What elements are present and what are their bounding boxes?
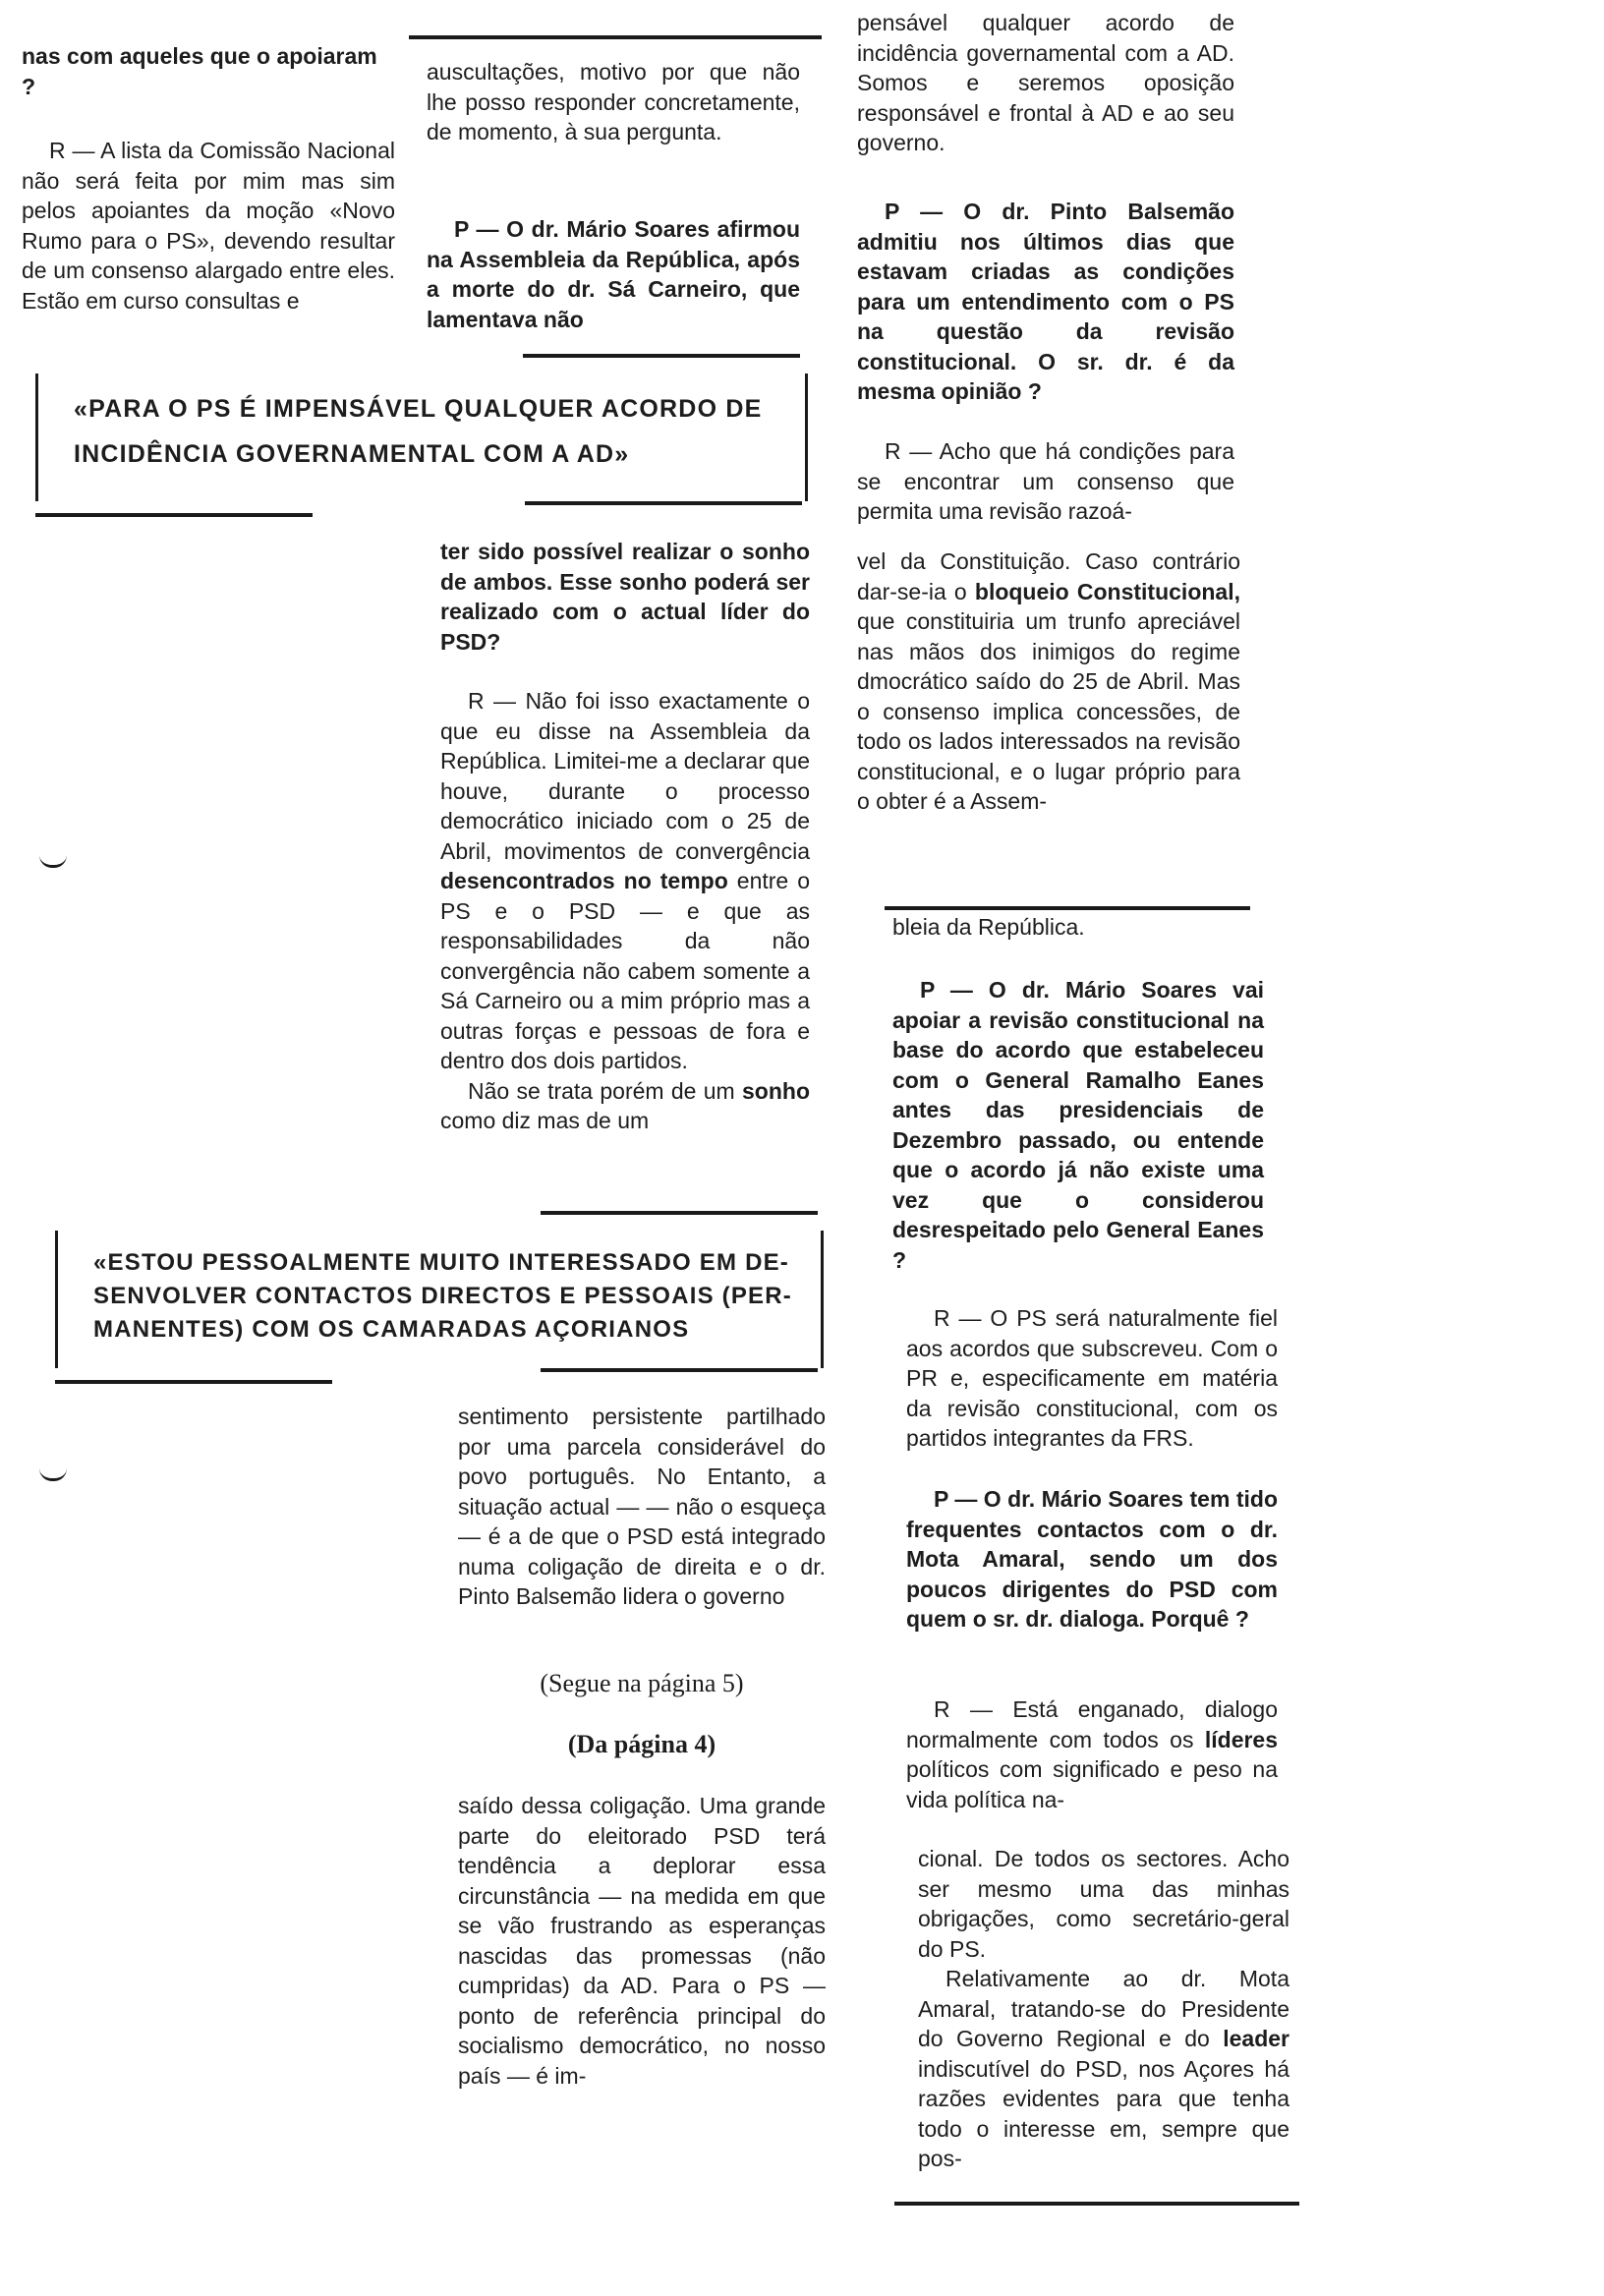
question-text: P — O dr. Mário Soares vai apoiar a revisão constitucional na base do acordo que estabeleceu com o General Ramalho Eanes antes das presidenciais de Dezembro passado, ou entende que o acordo já não existe uma vez que o considerou desrespeitado pelo General Eanes ? xyxy=(892,977,1264,1273)
answer-text: vel da Constituição. Caso contrário dar-se-ia o xyxy=(857,548,1240,604)
pull-quote-line: «PARA O PS É IMPENSÁVEL QUALQUER ACORDO DE xyxy=(74,395,763,423)
col3-answer-balsemao xyxy=(857,436,1234,527)
continued-on-page: (Segue na página 5) xyxy=(540,1669,744,1697)
rule-col2-top xyxy=(409,35,822,39)
col3-question-amaral xyxy=(906,1484,1278,1635)
rule-box1-top-right xyxy=(523,354,800,358)
answer-text: sentimento persistente partilhado por uma parcela considerável do povo português. No Entanto, a situação actual — — não o esqueça — é a de que o PSD está integrado numa coligação de direita e o dr. Pinto Balsemão lidera o governo xyxy=(458,1404,826,1609)
pull-quote-box-2 xyxy=(55,1231,824,1368)
col3-answer-amaral xyxy=(906,1694,1278,1814)
rule-box2-bottom-left xyxy=(55,1380,332,1384)
answer-text: R — A lista da Comissão Nacional não será feita por mim mas sim pelos apoiantes da moção «Novo Rumo para o PS», devendo resultar de um consenso alargado entre eles. Estão em curso consultas e xyxy=(22,138,395,314)
rule-col3-bottom xyxy=(894,2202,1299,2206)
col2-question-soares xyxy=(427,214,800,334)
col3-answer-amaral-cont xyxy=(918,1844,1289,2174)
scan-mark xyxy=(39,1468,67,1481)
answer-bold: sonho xyxy=(742,1077,810,1104)
answer-text: bleia da República. xyxy=(892,914,1085,940)
question-text: P — O dr. Mário Soares afirmou na Assembleia da República, após a morte do dr. Sá Carneiro, que lamentava não xyxy=(427,216,800,332)
col3-answer-balsemao-end xyxy=(892,912,1270,943)
answer-text: Relativamente ao dr. Mota Amaral, tratando-se do Presidente do Governo Regional e do xyxy=(918,1966,1289,2051)
rule-box2-top-right xyxy=(541,1211,818,1215)
pull-quote-line: SENVOLVER CONTACTOS DIRECTOS E PESSOAIS (PER- xyxy=(93,1283,792,1309)
answer-text: pensável qualquer acordo de incidência governamental com a AD. Somos e seremos oposição responsável e frontal à AD e ao seu governo. xyxy=(857,10,1234,155)
rule-box1-bottom-left xyxy=(35,513,313,517)
pull-quote-line: INCIDÊNCIA GOVERNAMENTAL COM A AD» xyxy=(74,440,630,468)
answer-text: R — Acho que há condições para se encontrar um consenso que permita uma revisão razoá- xyxy=(857,438,1234,524)
col3-question-balsemao xyxy=(857,197,1234,407)
answer-bold: desencontrados no tempo xyxy=(440,868,728,893)
answer-text: R — Está enganado, dialogo normalmente com todos os xyxy=(906,1696,1278,1752)
answer-text: como diz mas de um xyxy=(440,1108,650,1133)
col2-question-cont xyxy=(440,537,810,657)
col1-answer xyxy=(22,136,395,316)
col3-answer-eanes xyxy=(906,1303,1278,1454)
answer-text: indiscutível do PSD, nos Açores há razões evidentes para que tenha todo o interesse em, sempre que pos- xyxy=(918,2055,1289,2171)
scan-mark xyxy=(39,855,67,868)
answer-bold: leader xyxy=(1223,2026,1289,2051)
answer-text: políticos com significado e peso na vida política na- xyxy=(906,1756,1278,1812)
pull-quote-box-1 xyxy=(35,373,808,501)
answer-text: auscultações, motivo por que não lhe posso responder concretamente, de momento, à sua pergunta. xyxy=(427,59,800,144)
continued-from-page: (Da página 4) xyxy=(567,1730,716,1758)
rule-box1-bottom-right xyxy=(525,501,802,505)
pull-quote-line: MANENTES) COM OS CAMARADAS AÇORIANOS xyxy=(93,1316,690,1343)
col2-answer-soares xyxy=(440,686,810,1136)
question-text: ter sido possível realizar o sonho de ambos. Esse sonho poderá ser realizado com o actual líder do PSD? xyxy=(440,539,810,655)
question-text: nas com aqueles que o apoiaram ? xyxy=(22,43,377,99)
question-text: P — O dr. Pinto Balsemão admitiu nos últimos dias que estavam criadas as condições para um entendimento com o PS na questão da revisão constitucional. O sr. dr. é da mesma opinião ? xyxy=(857,199,1234,404)
col3-answer-balsemao-cont xyxy=(857,546,1240,817)
col1-question-end xyxy=(22,41,395,101)
answer-text: que constituiria um trunfo apreciável nas mãos dos inimigos do regime dmocrático saído do 25 de Abril. Mas o consenso implica concessões, de todo os lados interessados na revisão constitucional, e o lugar próprio para o obter é a Assem- xyxy=(857,608,1240,814)
col2-answer-cont-2 xyxy=(458,1402,826,1612)
rule-col3-mid xyxy=(885,906,1250,910)
answer-text: entre o PS e o PSD — e que as responsabilidades da não convergência não cabem somente a Sá Carneiro ou a mim próprio mas a outras forças e pessoas de fora e dentro dos dois partidos. xyxy=(440,868,810,1073)
answer-text: saído dessa coligação. Uma grande parte do eleitorado PSD terá tendência a deplorar essa circunstância — na medida em que se vão frustrando as esperanças nascidas das promessas (não cumpridas) da AD. Para o PS — ponto de referência principal do socialismo democrático, no nosso país — é im- xyxy=(458,1793,826,2089)
answer-text: cional. De todos os sectores. Acho ser mesmo uma das minhas obrigações, como secretário-geral do PS. xyxy=(918,1846,1289,1962)
answer-bold: bloqueio Constitucional, xyxy=(974,578,1240,604)
answer-text: R — Não foi isso exactamente o que eu disse na Assembleia da República. Limitei-me a declarar que houve, durante o processo democrático iniciado com o 25 de Abril, movimentos de convergência xyxy=(440,688,810,864)
answer-text: R — O PS será naturalmente fiel aos acordos que subscreveu. Com o PR e, especificamente em matéria da revisão constitucional, com os partidos integrantes da FRS. xyxy=(906,1305,1278,1451)
answer-text: Não se trata porém de um xyxy=(468,1077,735,1104)
col2-answer-cont-3 xyxy=(458,1791,826,2091)
col3-top-answer xyxy=(857,8,1234,158)
answer-bold: líderes xyxy=(1204,1726,1279,1752)
question-text: P — O dr. Mário Soares tem tido frequentes contactos com o dr. Mota Amaral, sendo um dos poucos dirigentes do PSD com quem o sr. dr. dialoga. Porquê ? xyxy=(906,1486,1278,1632)
col2-answer-cont xyxy=(427,57,800,147)
pull-quote-line: «ESTOU PESSOALMENTE MUITO INTERESSADO EM DE- xyxy=(93,1249,789,1276)
col3-question-eanes xyxy=(892,975,1264,1275)
rule-box2-bottom-right xyxy=(541,1368,818,1372)
